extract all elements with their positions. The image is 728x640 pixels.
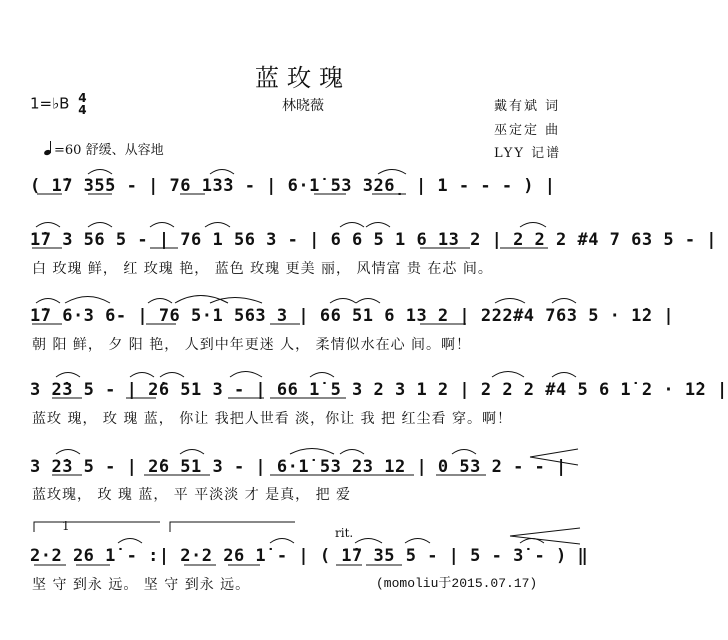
- lyricist: 戴有斌 词: [494, 99, 561, 114]
- time-top: 4: [78, 91, 87, 105]
- time-signature: [78, 92, 86, 116]
- score-line-2: 1̇7 3 56 5 - | 76 1 56 3 - | 6 6 5 1 6 13 2 | 2 2 2 #4 7 63 5 - |: [30, 230, 718, 250]
- score-line-6: 2·2 26 1̇ - :| 2·2 26 1̇ - | ( 1̇7 35 5 - | 5 - 3̇ - ) ‖: [30, 546, 589, 566]
- lyric-line-3: 朝 阳 鲜， 夕 阳 艳， 人到中年更迷 人， 柔情似水在心 间。啊！: [32, 337, 472, 353]
- ritardando-mark: rit.: [335, 526, 354, 540]
- song-title: 蓝玫瑰: [255, 64, 351, 92]
- lyric-line-2: 白 玫瑰 鲜， 红 玫瑰 艳， 蓝色 玫瑰 更美 丽， 风情富 贵 在芯 间。: [32, 261, 493, 277]
- score-line-5: 3 2̇3 5 - | 2̇6 51 3 - | 6·1̇ 53 23 12 | 0 53 2 - - |: [30, 457, 567, 477]
- lyric-line-6: 坚 守 到永 远。 坚 守 到永 远。: [32, 577, 251, 593]
- time-bottom: 4: [78, 103, 87, 117]
- tempo-marking: [44, 139, 164, 158]
- lyric-line-5: 蓝玫瑰， 玫 瑰 蓝， 平 平淡淡 才 是真， 把 爱: [32, 487, 352, 503]
- quarter-note-icon: [44, 141, 54, 155]
- composer: 巫定定 曲: [494, 123, 561, 138]
- score-line-3: 1̇7 6·3 6- | 76 5·1 563 3 | 66 51 6 13 2 | 222#4 763 5 · 1̇2 |: [30, 306, 675, 326]
- lyric-line-4: 蓝玫 瑰， 玫 瑰 蓝， 你让 我把人世看 淡，你让 我 把 红尘看 穿。啊！: [32, 411, 512, 427]
- score-line-1: ( 1̇7 35̇5 - | 76 13̇3 - | 6·1̇ 53 326̣ | 1 - - - ) |: [30, 176, 556, 196]
- key-label: 1=♭B: [30, 94, 70, 113]
- first-ending-number: 1: [62, 519, 70, 533]
- transcription-note: (momoliu于2015.07.17): [376, 576, 538, 591]
- singer-name: 林晓薇: [282, 98, 324, 114]
- key-signature: [30, 92, 87, 116]
- transcriber: LYY 记谱: [494, 146, 562, 161]
- tempo-text: =60 舒缓、从容地: [54, 143, 164, 158]
- score-line-4: 3 2̇3 5 - | 2̇6 51 3 - | 66 1̇ 5 3 2 3 1 2 | 2 2 2 #4 5 6 1̇ 2 · 1̇2 |: [30, 380, 728, 400]
